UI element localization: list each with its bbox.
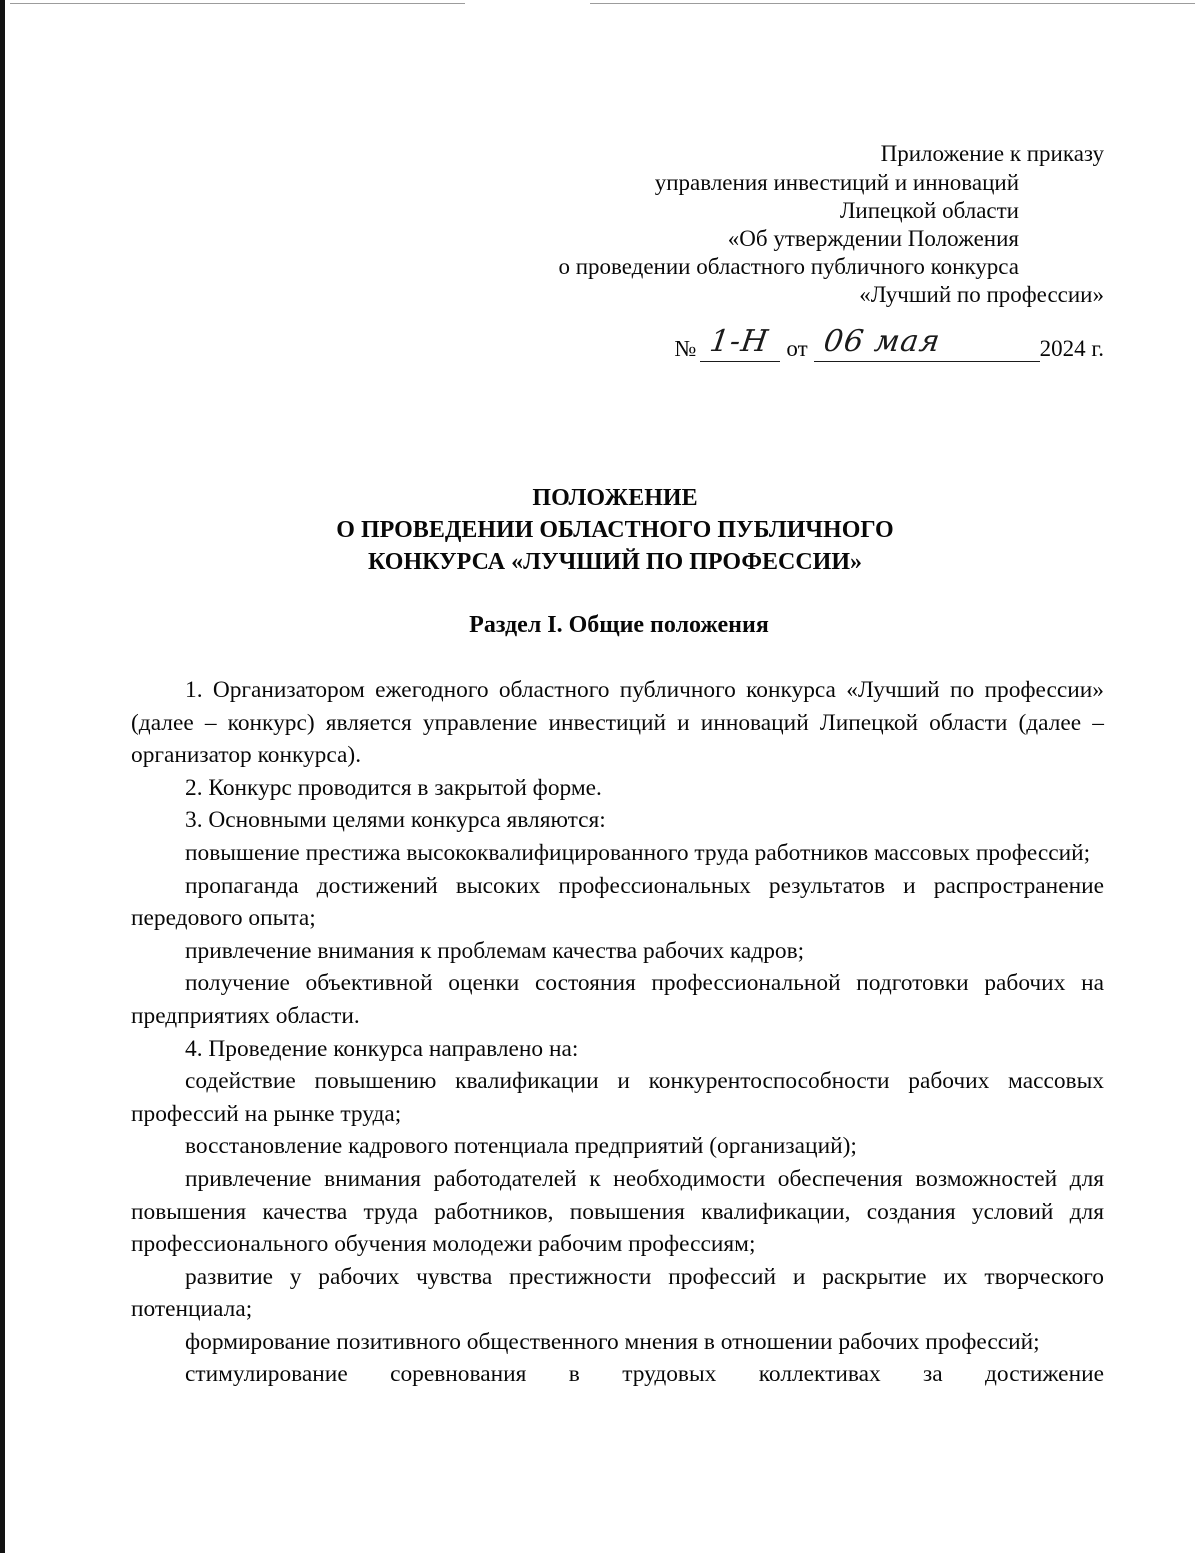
header-line: управления инвестиций и инноваций — [654, 170, 1019, 195]
scan-line — [10, 3, 465, 4]
header-line: Приложение к приказу — [880, 141, 1104, 166]
section-heading: Раздел I. Общие положения — [469, 612, 769, 638]
title-line: ПОЛОЖЕНИЕ — [532, 485, 698, 511]
scan-line — [590, 3, 1195, 4]
paragraph: стимулирование соревнования в трудовых коллективах за достижение — [185, 1361, 1104, 1388]
order-number-line — [674, 326, 1104, 362]
number-sign: № — [674, 336, 697, 361]
paragraph: восстановление кадрового потенциала предприятий (организаций); — [185, 1133, 857, 1160]
title-line: О ПРОВЕДЕНИИ ОБЛАСТНОГО ПУБЛИЧНОГО — [336, 517, 894, 543]
paragraph: привлечение внимания к проблемам качества рабочих кадров; — [185, 937, 805, 964]
order-date-field — [814, 324, 1040, 362]
paragraph: содействие повышению квалификации и конкурентоспособности рабочих массовых профессий на рынке труда; — [131, 1068, 1104, 1127]
paragraph: формирование позитивного общественного мнения в отношении рабочих профессий; — [185, 1328, 1040, 1355]
paragraph: привлечение внимания работодателей к необходимости обеспечения возможностей для повышения качества труда работников, повышения квалификации, создания условий для профессионального обучения молодежи рабочим профессиям; — [131, 1165, 1104, 1258]
paragraph: развитие у рабочих чувства престижности профессий и раскрытие их творческого потенциала; — [131, 1263, 1104, 1323]
paragraph: получение объективной оценки состояния профессиональной подготовки рабочих на предприятиях области. — [131, 970, 1104, 1029]
document-body — [131, 674, 1104, 1391]
header-line: «Об утверждении Положения — [727, 226, 1019, 251]
handwritten-order-date: 06 мая — [821, 324, 943, 359]
header-line: Липецкой области — [839, 198, 1019, 223]
header-line: «Лучший по профессии» — [859, 282, 1104, 307]
paragraph: 4. Проведение конкурса направлено на: — [185, 1035, 579, 1062]
scan-edge — [0, 0, 5, 1553]
paragraph: пропаганда достижений высоких профессиональных результатов и распространение передового опыта; — [131, 872, 1104, 932]
paragraph: 1. Организатором ежегодного областного публичного конкурса «Лучший по профессии» (далее – конкурс) является управление инвестиций и инноваций Липецкой области (далее – организатор конкурса). — [131, 677, 1104, 769]
handwritten-order-number: 1-Н — [707, 324, 772, 359]
header-line: о проведении областного публичного конкурса — [558, 254, 1019, 279]
document-title — [0, 482, 1200, 578]
paragraph: 3. Основными целями конкурса являются: — [185, 807, 606, 834]
order-number-field — [700, 324, 780, 362]
paragraph: 2. Конкурс проводится в закрытой форме. — [185, 774, 602, 801]
paragraph: повышение престижа высококвалифицированного труда работников массовых профессий; — [185, 839, 1091, 866]
order-year: 2024 г. — [1039, 336, 1104, 361]
title-line: КОНКУРСА «ЛУЧШИЙ ПО ПРОФЕССИИ» — [367, 549, 862, 575]
date-prefix: от — [786, 336, 808, 361]
